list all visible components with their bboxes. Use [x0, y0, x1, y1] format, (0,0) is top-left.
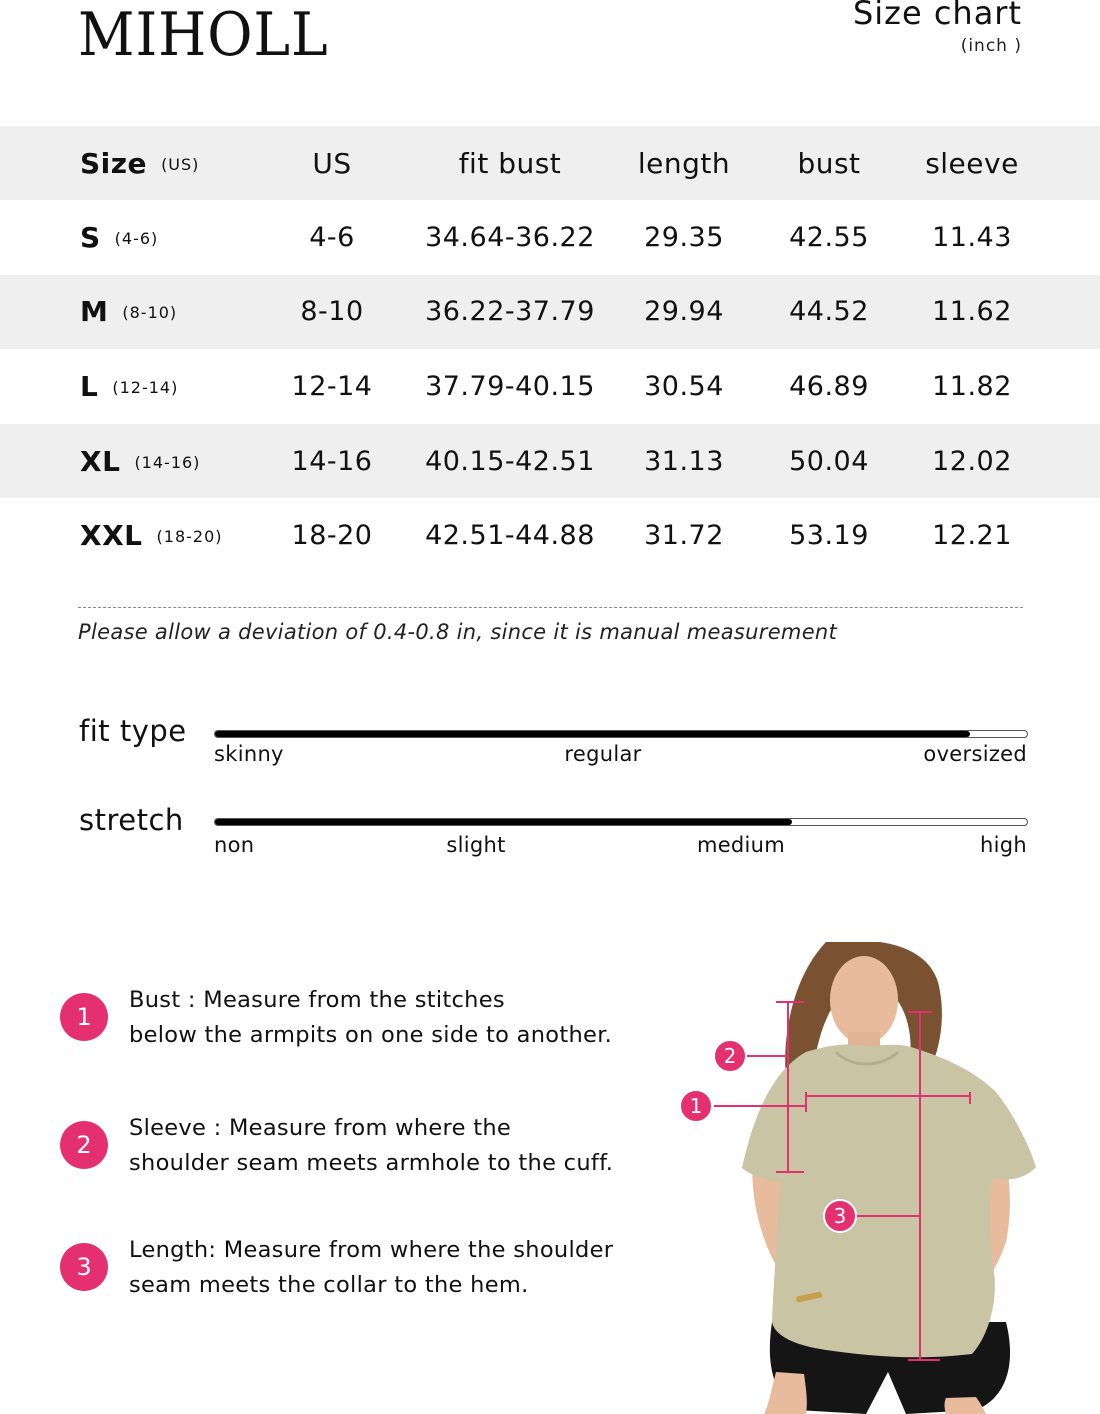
table-row: [0, 349, 1100, 424]
badge-1: 1: [60, 993, 108, 1041]
header-fit-bust: fit bust: [458, 146, 562, 180]
sleeve-cell: 12.02: [932, 445, 1012, 477]
fit-tick-oversized: oversized: [923, 742, 1027, 766]
us-cell: 4-6: [309, 221, 355, 253]
stretch-tick-high: high: [980, 833, 1027, 857]
sleeve-cell: 11.82: [932, 370, 1012, 402]
table-row: [0, 275, 1100, 350]
size-range: (12-14): [112, 377, 179, 397]
size-cell: [80, 349, 178, 424]
size-range: (14-16): [134, 452, 201, 472]
instruction-line: Bust : Measure from the stitches: [129, 987, 505, 1013]
size-letter: M: [80, 295, 109, 329]
deviation-note: Please allow a deviation of 0.4-0.8 in, since it is manual measurement: [78, 620, 838, 644]
chart-title: Size chart: [852, 0, 1022, 32]
fit-bust-cell: 36.22-37.79: [425, 296, 595, 328]
us-cell: 14-16: [291, 445, 373, 477]
stretch-bar: [214, 818, 1028, 826]
badge-2: 2: [60, 1121, 108, 1169]
header-us: US: [312, 146, 352, 180]
sleeve-cell: 11.43: [932, 221, 1012, 253]
length-cell: 29.35: [644, 221, 724, 253]
fit-bust-cell: 34.64-36.22: [425, 221, 595, 253]
length-cell: 31.72: [644, 520, 724, 552]
instruction-line: below the armpits on one side to another.: [129, 1022, 613, 1048]
sleeve-cell: 11.62: [932, 296, 1012, 328]
us-cell: 12-14: [291, 370, 373, 402]
stretch-bar-fill: [215, 819, 792, 825]
dashed-divider: [78, 607, 1023, 608]
stretch-tick-medium: medium: [696, 833, 786, 857]
face: [830, 956, 898, 1044]
us-cell: 18-20: [291, 520, 373, 552]
us-cell: 8-10: [300, 296, 364, 328]
header-sleeve: sleeve: [925, 146, 1019, 180]
marker-label: 3: [833, 1204, 847, 1228]
length-cell: 29.94: [644, 296, 724, 328]
instruction-line: Length: Measure from where the shoulder: [129, 1237, 614, 1263]
marker-label: 2: [723, 1044, 737, 1068]
table-row: [0, 424, 1100, 499]
fit-bust-cell: 40.15-42.51: [425, 445, 595, 477]
fit-type-bar-fill: [215, 731, 970, 737]
size-range: (8-10): [122, 303, 178, 323]
table-row: [0, 498, 1100, 573]
fit-type-label: fit type: [79, 714, 187, 748]
size-letter: S: [80, 220, 101, 254]
size-range: (4-6): [114, 228, 159, 248]
header-bust: bust: [797, 146, 861, 180]
stretch-label: stretch: [79, 803, 184, 837]
instruction-line: Sleeve : Measure from where the: [129, 1115, 512, 1141]
instruction-line: shoulder seam meets armhole to the cuff.: [129, 1150, 614, 1176]
size-letter: XXL: [80, 519, 143, 553]
figure-marker-3: [824, 1200, 856, 1232]
instruction-text: [129, 983, 669, 1053]
leg-left: [764, 1372, 807, 1414]
header-size-unit: (US): [161, 154, 200, 174]
size-table: [0, 126, 1100, 573]
instruction-text: [129, 1233, 669, 1303]
size-letter: XL: [80, 444, 121, 478]
size-range: (18-20): [156, 527, 223, 547]
badge-3: 3: [60, 1243, 108, 1291]
figure-marker-1: [680, 1090, 712, 1122]
instruction-text: [129, 1111, 669, 1181]
marker-label: 1: [689, 1094, 703, 1118]
size-cell: [80, 498, 223, 573]
chart-unit: (inch ): [960, 36, 1022, 56]
stretch-tick-non: non: [214, 833, 255, 857]
brand-logo: MIHOLL: [78, 0, 329, 70]
sleeve-cell: 12.21: [932, 520, 1012, 552]
fit-bust-cell: 42.51-44.88: [425, 520, 595, 552]
table-row: [0, 200, 1100, 275]
model-figure: [676, 942, 1100, 1414]
bust-cell: 50.04: [789, 445, 869, 477]
size-cell: [80, 200, 158, 275]
size-letter: L: [80, 369, 99, 403]
fit-bust-cell: 37.79-40.15: [425, 370, 595, 402]
fit-tick-skinny: skinny: [214, 742, 284, 766]
stretch-tick-slight: slight: [446, 833, 506, 857]
bust-cell: 44.52: [789, 296, 869, 328]
header-size-label: Size: [80, 146, 148, 180]
size-cell: [80, 275, 177, 350]
fit-type-bar: [214, 730, 1028, 738]
table-header-row: [0, 126, 1100, 200]
header-length: length: [637, 146, 731, 180]
size-cell: [80, 424, 200, 499]
bust-cell: 53.19: [789, 520, 869, 552]
length-cell: 31.13: [644, 445, 724, 477]
instruction-line: seam meets the collar to the hem.: [129, 1272, 529, 1298]
fit-tick-regular: regular: [564, 742, 642, 766]
bust-cell: 42.55: [789, 221, 869, 253]
figure-marker-2: [714, 1040, 746, 1072]
header-size: [80, 126, 199, 200]
length-cell: 30.54: [644, 370, 724, 402]
bust-cell: 46.89: [789, 370, 869, 402]
